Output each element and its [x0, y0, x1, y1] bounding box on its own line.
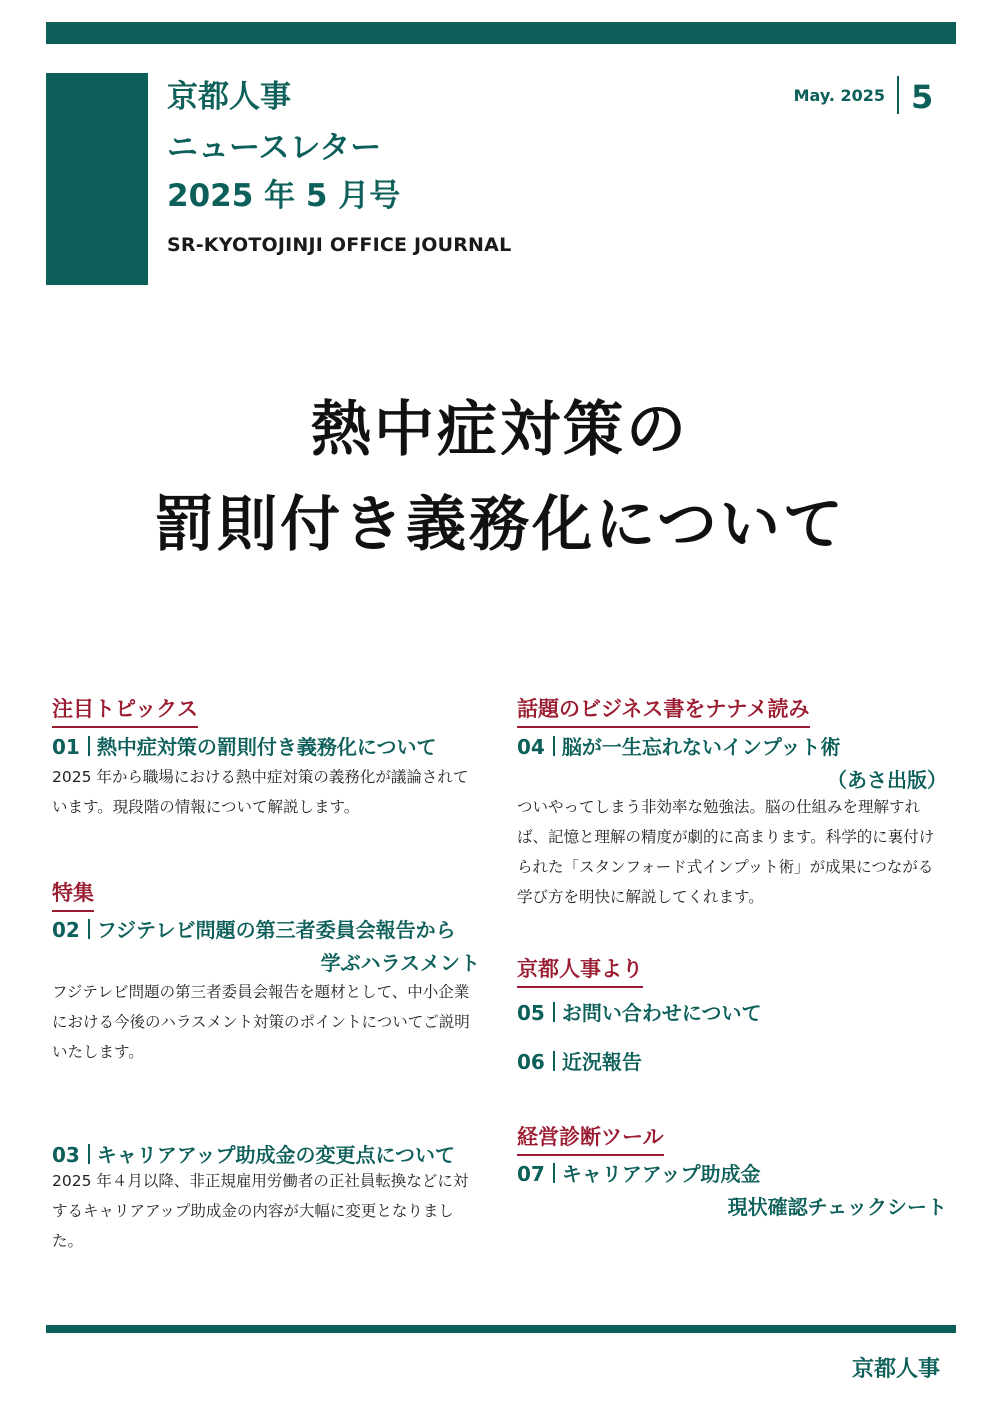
toc-divider	[553, 1051, 555, 1071]
toc-item-title: キャリアアップ助成金	[561, 1162, 761, 1186]
toc-divider	[553, 736, 555, 756]
headline-line-1: 熱中症対策の	[311, 395, 689, 465]
toc-divider	[88, 1144, 90, 1164]
toc-item-07[interactable]	[517, 1158, 760, 1187]
section-business-book: 話題のビジネス書をナナメ読み	[517, 693, 810, 728]
toc-divider	[88, 919, 90, 939]
section-management-tool: 経営診断ツール	[517, 1121, 664, 1156]
toc-item-number: 05	[517, 1001, 545, 1025]
issue-date: May. 2025	[793, 86, 885, 105]
newsletter-name: ニュースレター	[167, 130, 382, 166]
toc-item-02[interactable]	[52, 914, 456, 943]
toc-item-number: 04	[517, 735, 545, 759]
toc-item-number: 07	[517, 1162, 545, 1186]
section-featured-topics: 注目トピックス	[52, 693, 198, 728]
toc-item-02-title-continued: 学ぶハラスメント	[320, 951, 480, 975]
toc-item-01-description: 2025 年から職場における熱中症対策の義務化が議論されています。現段階の情報について解説します。	[52, 768, 469, 816]
toc-item-number: 01	[52, 735, 80, 759]
journal-subtitle: SR-KYOTOJINJI OFFICE JOURNAL	[167, 234, 512, 256]
toc-item-number: 02	[52, 918, 80, 942]
section-from-office: 京都人事より	[517, 953, 643, 988]
toc-divider	[553, 1002, 555, 1022]
section-special-feature: 特集	[52, 877, 94, 912]
toc-item-03-description: 2025 年４月以降、非正規雇用労働者の正社員転換などに対するキャリアアップ助成金の内容が大幅に変更となりました。	[52, 1172, 469, 1250]
top-rule	[46, 22, 956, 44]
toc-item-01[interactable]	[52, 731, 436, 760]
bottom-rule	[46, 1325, 956, 1333]
toc-item-title: 熱中症対策の罰則付き義務化について	[96, 735, 437, 759]
toc-divider	[88, 736, 90, 756]
toc-item-07-title-continued: 現状確認チェックシート	[727, 1195, 947, 1219]
toc-item-title: お問い合わせについて	[561, 1001, 762, 1025]
toc-item-04[interactable]	[517, 731, 840, 760]
toc-item-title: フジテレビ問題の第三者委員会報告から	[96, 918, 456, 942]
toc-item-05[interactable]	[517, 997, 761, 1026]
footer-brand: 京都人事	[851, 1357, 940, 1382]
newsletter-brand-title: 京都人事	[167, 79, 291, 115]
toc-item-number: 06	[517, 1050, 545, 1074]
toc-item-02-description: フジテレビ問題の第三者委員会報告を題材として、中小企業における今後のハラスメント対策のポイントについてご説明いたします。	[52, 983, 470, 1061]
cover-color-block	[46, 73, 148, 285]
toc-item-title: 近況報告	[561, 1050, 642, 1074]
toc-divider	[553, 1163, 555, 1183]
toc-item-06[interactable]	[517, 1046, 642, 1075]
toc-item-title: 脳が一生忘れないインプット術	[561, 735, 841, 759]
toc-item-title: キャリアアップ助成金の変更点について	[96, 1143, 456, 1167]
toc-item-number: 03	[52, 1143, 80, 1167]
issue-title: 2025 年 5 月号	[167, 178, 401, 214]
toc-item-04-publisher: （あさ出版）	[827, 768, 947, 792]
toc-item-03[interactable]	[52, 1139, 455, 1168]
headline-line-2: 罰則付き義務化について	[154, 490, 846, 560]
issue-number: 5	[911, 78, 934, 116]
issue-divider	[897, 76, 899, 114]
toc-item-04-description: ついやってしまう非効率な勉強法。脳の仕組みを理解すれば、記憶と理解の精度が劇的に高まります。科学的に裏付けられた「スタンフォード式インプット術」が成果につながる学び方を明快に解説してくれます。	[517, 798, 935, 906]
